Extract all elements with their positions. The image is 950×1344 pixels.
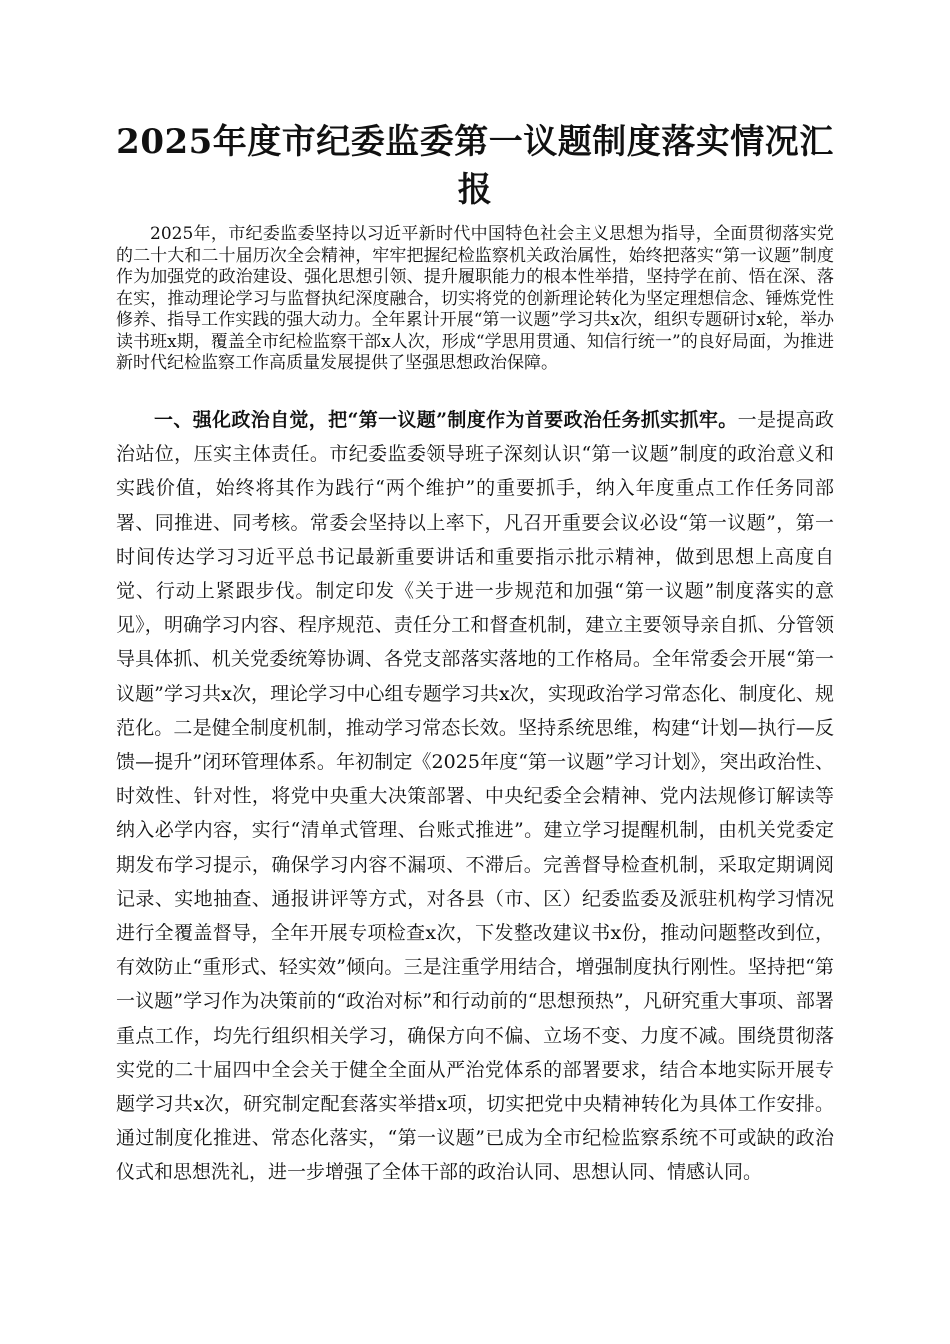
section-1-paragraph: [116, 403, 834, 1190]
section-1-heading: 一、强化政治自觉，把“第一议题”制度作为首要政治任务抓实抓牢。: [154, 409, 738, 431]
document-title: 2025年度市纪委监委第一议题制度落实情况汇报: [116, 122, 834, 210]
intro-paragraph: 2025年，市纪委监委坚持以习近平新时代中国特色社会主义思想为指导，全面贯彻落实党的二十大和二十届历次全会精神，牢牢把握纪检监察机关政治属性，始终把落实“第一议题”制度作为加强党的政治建设、强化思想引领、提升履职能力的根本性举措，坚持学在前、悟在深、落在实，推动理论学习与监督执纪深度融合，切实将党的创新理论转化为坚定理想信念、锤炼党性修养、指导工作实践的强大动力。全年累计开展“第一议题”学习共x次，组织专题研讨x轮，举办读书班x期，覆盖全市纪检监察干部x人次，形成“学思用贯通、知信行统一”的良好局面，为推进新时代纪检监察工作高质量发展提供了坚强思想政治保障。: [116, 224, 834, 373]
section-1-body: 一是提高政治站位，压实主体责任。市纪委监委领导班子深刻认识“第一议题”制度的政治意义和实践价值，始终将其作为践行“两个维护”的重要抓手，纳入年度重点工作任务同部署、同推进、同考核。常委会坚持以上率下，凡召开重要会议必设“第一议题”，第一时间传达学习习近平总书记最新重要讲话和重要指示批示精神，做到思想上高度自觉、行动上紧跟步伐。制定印发《关于进一步规范和加强“第一议题”制度落实的意见》，明确学习内容、程序规范、责任分工和督查机制，建立主要领导亲自抓、分管领导具体抓、机关党委统筹协调、各党支部落实落地的工作格局。全年常委会开展“第一议题”学习共x次，理论学习中心组专题学习共x次，实现政治学习常态化、制度化、规范化。二是健全制度机制，推动学习常态长效。坚持系统思维，构建“计划—执行—反馈—提升”闭环管理体系。年初制定《2025年度“第一议题”学习计划》，突出政治性、时效性、针对性，将党中央重大决策部署、中央纪委全会精神、党内法规修订解读等纳入必学内容，实行“清单式管理、台账式推进”。建立学习提醒机制，由机关党委定期发布学习提示，确保学习内容不漏项、不滞后。完善督导检查机制，采取定期调阅记录、实地抽查、通报讲评等方式，对各县（市、区）纪委监委及派驻机构学习情况进行全覆盖督导，全年开展专项检查x次，下发整改建议书x份，推动问题整改到位，有效防止“重形式、轻实效”倾向。三是注重学用结合，增强制度执行刚性。坚持把“第一议题”学习作为决策前的“政治对标”和行动前的“思想预热”，凡研究重大事项、部署重点工作，均先行组织相关学习，确保方向不偏、立场不变、力度不减。围绕贯彻落实党的二十届四中全会关于健全全面从严治党体系的部署要求，结合本地实际开展专题学习共x次，研究制定配套落实举措x项，切实把党中央精神转化为具体工作安排。通过制度化推进、常态化落实，“第一议题”已成为全市纪检监察系统不可或缺的政治仪式和思想洗礼，进一步增强了全体干部的政治认同、思想认同、情感认同。: [116, 409, 834, 1184]
